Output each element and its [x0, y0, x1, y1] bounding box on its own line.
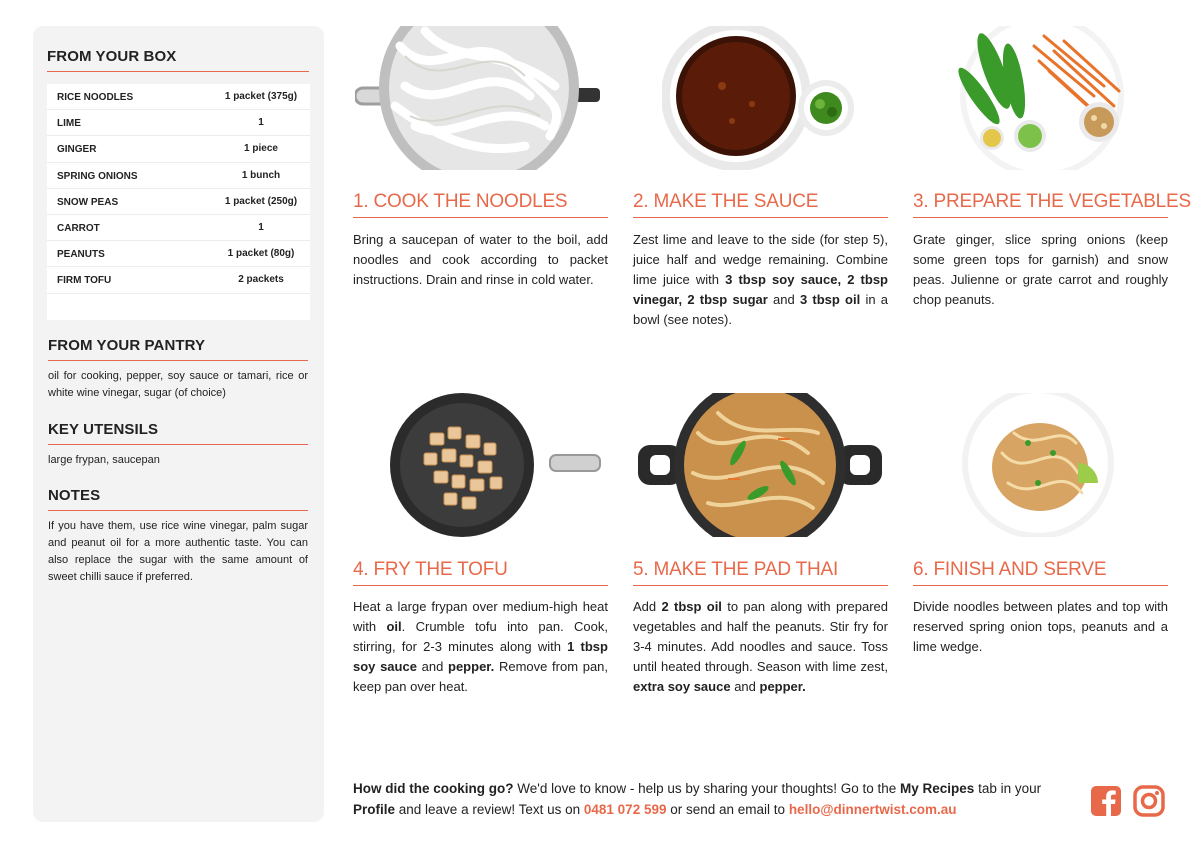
notes-title: NOTES [48, 487, 101, 504]
footer-text: and leave a review! Text us on [395, 802, 584, 817]
feedback-footer [353, 778, 1075, 820]
ingredient-name: FIRM TOFU [57, 275, 112, 287]
step-text: and [730, 679, 760, 694]
ingredient-row [47, 84, 310, 110]
step-emphasis: 2 tbsp oil [661, 599, 722, 614]
ingredient-quantity: 1 bunch [241, 169, 281, 181]
ingredient-quantity: 1 [258, 117, 264, 129]
footer-text: or send an email to [666, 802, 789, 817]
step-emphasis: extra soy sauce [633, 679, 731, 694]
step-2-body [633, 230, 888, 330]
step-text: . Crumble tofu into pan. Cook, stirring, for 2-3 minutes along with [353, 619, 609, 654]
step-6-title: 6. FINISH AND SERVE [913, 559, 1107, 580]
ingredient-quantity: 1 packet (80g) [227, 248, 295, 260]
ingredient-name: PEANUTS [57, 249, 105, 261]
step-text: Zest lime and leave to the side (for step 5), juice half and wedge remaining. Combine lime juice with [633, 232, 888, 287]
ingredient-name: LIME [57, 118, 81, 130]
step-emphasis: 1 tbsp soy sauce [353, 639, 608, 674]
step-1-rule [353, 217, 608, 218]
from-your-box-rule [47, 71, 309, 72]
utensils-title: KEY UTENSILS [48, 421, 159, 438]
step-4-title: 4. FRY THE TOFU [353, 559, 508, 580]
facebook-icon[interactable] [1090, 785, 1122, 817]
notes-text: If you have them, use rice wine vinegar, palm sugar and peanut oil for a more authentic taste. You can also replace the sugar with the same amount of sweet chilli sauce if preferred. [48, 520, 308, 583]
pantry-text: oil for cooking, pepper, soy sauce or tamari, rice or white wine vinegar, sugar (of choice) [48, 370, 308, 399]
pantry-title: FROM YOUR PANTRY [48, 337, 206, 354]
step-5-title: 5. MAKE THE PAD THAI [633, 559, 839, 580]
step-emphasis: pepper. [448, 659, 495, 674]
ingredient-quantity: 1 packet (375g) [224, 91, 298, 102]
contact-link[interactable]: hello@dinnertwist.com.au [788, 802, 957, 817]
step-text: Bring a saucepan of water to the boil, add noodles and cook according to packet instructions. Drain and rinse in cold water. [353, 232, 608, 287]
pad-thai-pan-photo [638, 393, 882, 537]
notes-section [48, 487, 308, 586]
step-3-body [913, 230, 1168, 310]
contact-link[interactable]: 0481 072 599 [583, 802, 667, 817]
footer-text: tab in your [974, 781, 1042, 796]
step-2-rule [633, 217, 888, 218]
vegetables-plate-photo [944, 26, 1144, 170]
ingredients-sidebar [33, 26, 324, 822]
step-text: to pan along with prepared vegetables and half the peanuts. Stir fry for 3-4 minutes. Add noodles and sauce. Toss until heated through. Season with lime zest, [633, 599, 888, 674]
step-emphasis: oil [386, 619, 402, 634]
step-text: in a bowl (see notes). [633, 292, 889, 327]
ingredient-row [47, 189, 310, 215]
step-5-body [633, 597, 888, 697]
ingredient-name: CARROT [57, 222, 100, 234]
step-6-rule [913, 585, 1168, 586]
step-3-rule [913, 217, 1168, 218]
step-6-body [913, 597, 1168, 657]
step-text: and [767, 292, 800, 307]
step-3-title: 3. PREPARE THE VEGETABLES [913, 191, 1191, 212]
step-text: Add [633, 599, 662, 614]
pantry-section [48, 337, 308, 402]
instagram-icon[interactable] [1133, 785, 1165, 817]
step-text: Divide noodles between plates and top with reserved spring onion tops, peanuts and a lime wedge. [913, 599, 1168, 654]
ingredients-table [47, 84, 310, 320]
ingredient-name: RICE NOODLES [57, 92, 134, 103]
ingredient-row [47, 215, 310, 241]
step-emphasis: 3 tbsp soy sauce, 2 tbsp vinegar, 2 tbsp sugar [633, 272, 889, 307]
noodles-in-colander-photo [355, 26, 603, 170]
step-text: and [416, 659, 449, 674]
ingredient-row [47, 136, 310, 162]
footer-text: We'd love to know - help us by sharing your thoughts! Go to the [513, 781, 901, 796]
ingredient-quantity: 1 packet (250g) [224, 195, 298, 207]
footer-emphasis: Profile [353, 802, 396, 817]
ingredient-row [47, 110, 310, 136]
utensils-section [48, 421, 308, 469]
ingredient-quantity: 1 [258, 221, 264, 233]
tofu-frypan-photo [390, 393, 602, 537]
step-1-title: 1. COOK THE NOODLES [353, 191, 568, 212]
ingredient-quantity: 2 packets [238, 274, 284, 286]
pantry-rule [48, 360, 308, 361]
pad-thai-plate-photo [958, 393, 1120, 537]
utensils-text: large frypan, saucepan [48, 454, 160, 466]
ingredient-name: SNOW PEAS [57, 196, 119, 208]
footer-emphasis: My Recipes [900, 781, 975, 796]
step-5-rule [633, 585, 888, 586]
step-text: Heat a large frypan over medium-high heat with [353, 599, 608, 634]
step-text: Grate ginger, slice spring onions (keep some green tops for garnish) and snow peas. Julienne or grate carrot and roughly chop peanuts. [913, 232, 1168, 307]
notes-rule [48, 510, 308, 511]
ingredient-row [47, 241, 310, 267]
ingredient-quantity: 1 piece [244, 143, 278, 155]
step-text: Remove from pan, keep pan over heat. [353, 659, 609, 694]
utensils-rule [48, 444, 308, 445]
ingredient-name: SPRING ONIONS [57, 170, 138, 182]
step-emphasis: pepper. [759, 679, 806, 694]
from-your-box-title: FROM YOUR BOX [47, 48, 177, 65]
step-2-title: 2. MAKE THE SAUCE [633, 191, 819, 212]
ingredient-name: GINGER [57, 144, 97, 156]
step-1-body [353, 230, 608, 290]
footer-emphasis: How did the cooking go? [353, 781, 514, 796]
sauce-bowl-photo [662, 26, 862, 170]
step-emphasis: 3 tbsp oil [799, 292, 861, 307]
step-4-rule [353, 585, 608, 586]
step-4-body [353, 597, 608, 697]
ingredient-row [47, 163, 310, 189]
ingredient-row [47, 267, 310, 293]
